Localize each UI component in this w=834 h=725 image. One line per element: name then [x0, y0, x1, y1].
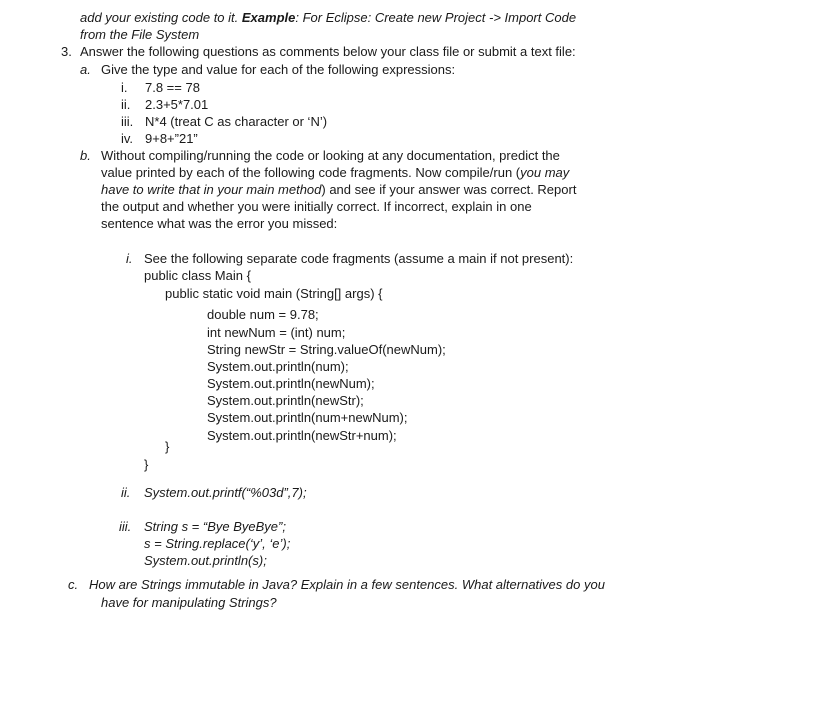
- q3a-item-iii-num: iii.: [121, 114, 134, 129]
- fragment-i-num: i.: [126, 251, 133, 266]
- fragment-iii-num: iii.: [119, 519, 132, 534]
- q3-number: 3.: [61, 44, 72, 59]
- fragment-ii-code: System.out.printf(“%03d”,7);: [144, 485, 307, 500]
- code-line: System.out.println(newStr);: [207, 393, 364, 408]
- code-line: System.out.println(num+newNum);: [207, 410, 408, 425]
- q3b-line-3: [101, 181, 576, 198]
- q3a-item-ii-num: ii.: [121, 97, 131, 112]
- q3b-line-2-italic: you may: [520, 165, 570, 180]
- q3b-line-2-text: value printed by each of the following code fragments. Now compile/run (: [101, 165, 521, 180]
- q3a-item-iii-text: N*4 (treat C as character or ‘N’): [145, 114, 328, 129]
- intro-line-1: [80, 9, 576, 26]
- code-line: }: [144, 457, 149, 472]
- example-label: Example: [241, 10, 296, 25]
- q3a-item-i-num: i.: [121, 80, 128, 95]
- fragment-i-text: See the following separate code fragments (assume a main if not present):: [144, 251, 574, 266]
- q3b-line-2: [101, 164, 569, 181]
- q3-text: Answer the following questions as comments below your class file or submit a text file:: [80, 44, 576, 59]
- q3b-line-1: Without compiling/running the code or looking at any documentation, predict the: [101, 148, 560, 163]
- code-line: public class Main {: [144, 268, 251, 283]
- intro-line-1-post: : For Eclipse: Create new Project -> Import Code: [295, 10, 577, 25]
- fragment-ii-num: ii.: [121, 485, 131, 500]
- q3b-line-4: the output and whether you were initially correct. If incorrect, explain in one: [101, 199, 532, 214]
- q3a-text: Give the type and value for each of the following expressions:: [101, 62, 456, 77]
- code-line: String newStr = String.valueOf(newNum);: [207, 342, 446, 357]
- q3b-line-3-italic: have to write that in your main method: [101, 182, 322, 197]
- code-line: double num = 9.78;: [207, 307, 319, 322]
- code-line: String s = “Bye ByeBye”;: [144, 519, 286, 534]
- q3a-item-iv-num: iv.: [121, 131, 134, 146]
- code-line: s = String.replace(‘y’, ‘e’);: [144, 536, 291, 551]
- q3a-letter: a.: [80, 62, 91, 77]
- q3c-line-2: have for manipulating Strings?: [101, 595, 277, 610]
- q3c-letter: c.: [68, 577, 79, 592]
- q3b-line-5: sentence what was the error you missed:: [101, 216, 338, 231]
- q3c-line-1: How are Strings immutable in Java? Explain in a few sentences. What alternatives do you: [89, 577, 605, 592]
- code-line: public static void main (String[] args) {: [165, 286, 383, 301]
- code-line: System.out.println(newStr+num);: [207, 428, 397, 443]
- code-line: System.out.println(newNum);: [207, 376, 375, 391]
- intro-line-1-pre: add your existing code to it.: [80, 10, 242, 25]
- code-line: int newNum = (int) num;: [207, 325, 346, 340]
- code-line: }: [165, 439, 170, 454]
- code-line: System.out.println(num);: [207, 359, 349, 374]
- intro-line-2: from the File System: [80, 27, 200, 42]
- q3b-line-3-text: ) and see if your answer was correct. Report: [321, 182, 577, 197]
- q3a-item-iv-text: 9+8+”21”: [145, 131, 198, 146]
- q3b-letter: b.: [80, 148, 91, 163]
- code-line: System.out.println(s);: [144, 553, 267, 568]
- q3a-item-i-text: 7.8 == 78: [145, 80, 200, 95]
- q3a-item-ii-text: 2.3+5*7.01: [145, 97, 209, 112]
